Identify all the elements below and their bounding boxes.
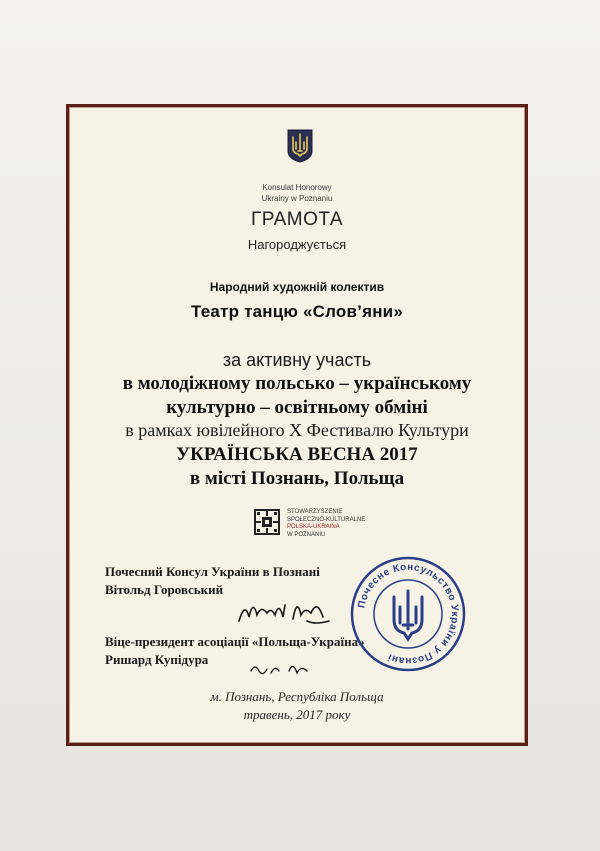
certificate-title: ГРАМОТА: [250, 209, 344, 230]
signatory-2-name: Ришард Купідура: [105, 652, 209, 667]
issue-date: травень, 2017 року: [243, 707, 351, 722]
reason-line-1: за активну участь: [222, 350, 372, 370]
reason-line-3: культурно – освітньому обміні: [166, 397, 428, 418]
official-stamp: [349, 555, 467, 673]
association-line-3: POLSKA-UKRAINA: [287, 524, 340, 530]
reason-line-4: в рамках ювілейного Х Фестивалю Культури: [125, 420, 469, 440]
issue-place: м. Познань, Республіка Польща: [210, 689, 384, 704]
certificate-frame: [66, 104, 528, 746]
association-line-1: STOWARZYSZENIE: [287, 509, 343, 515]
signature-1: [237, 591, 337, 631]
trident-coat-of-arms-icon: [287, 129, 313, 163]
reason-line-2: в молодіжному польсько – українському: [122, 373, 472, 394]
stamp-text: Почесне Консульство України у Познані: [356, 561, 461, 667]
consulate-line-1: Konsulat Honorowy: [262, 183, 332, 192]
association-text: [287, 509, 365, 539]
festival-name: УКРАЇНСЬКА ВЕСНА 2017: [176, 444, 418, 465]
signatory-2-role: Віце-президент асоціації «Польща-Україна»: [105, 634, 365, 649]
collective-label: Народний художній колектив: [209, 280, 385, 294]
association-line-4: W POZNANIU: [287, 531, 326, 538]
stamp-trident-icon: [394, 591, 422, 639]
ornament-logo-icon: [253, 508, 281, 536]
signatory-1-role: Почесний Консул України в Познані: [105, 564, 320, 579]
association-line-2: SPOŁECZNO-KULTURALNE: [287, 516, 366, 523]
consulate-name: [69, 182, 525, 204]
association-logo: [253, 506, 453, 542]
signature-2: [249, 659, 309, 681]
festival-location: в місті Познань, Польща: [189, 468, 405, 489]
awarded-label: Нагороджується: [247, 237, 347, 252]
consulate-line-2: Ukrainy w Poznaniu: [261, 194, 333, 203]
signatory-1-name: Вітольд Горовський: [105, 582, 224, 597]
recipient-name: Театр танцю «Слов’яни»: [191, 302, 403, 321]
